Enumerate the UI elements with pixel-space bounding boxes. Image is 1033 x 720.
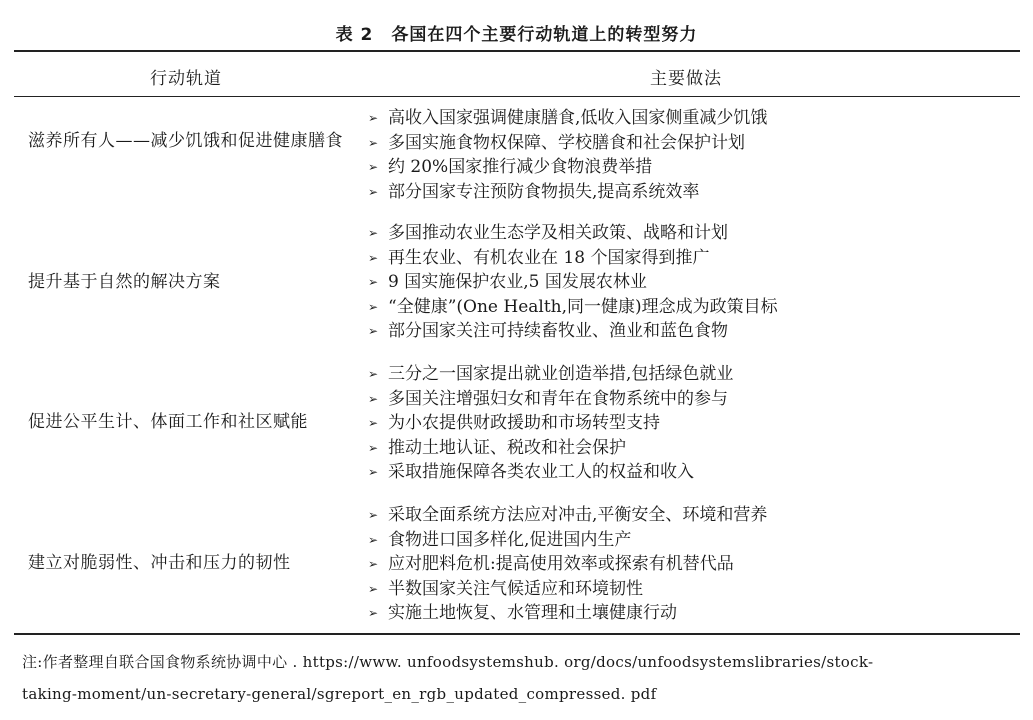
row-items-4 [368, 503, 1018, 626]
arrow-bullet-icon: ➢ [368, 184, 379, 199]
list-item: ➢ 推动土地认证、税改和社会保护 [368, 436, 1018, 461]
arrow-bullet-icon: ➢ [368, 606, 379, 620]
list-item: ➢ 再生农业、有机农业在 18 个国家得到推广 [368, 246, 1018, 271]
arrow-bullet-icon: ➢ [368, 532, 379, 547]
row-items-1 [368, 106, 1018, 204]
list-item: ➢ “全健康”(One Health,同一健康)理念成为政策目标 [368, 295, 1018, 320]
list-item: ➢ 多国推动农业生态学及相关政策、战略和计划 [368, 221, 1018, 246]
list-item: ➢ 应对肥料危机:提高使用效率或探索有机替代品 [368, 552, 1018, 577]
list-item: ➢ 高收入国家强调健康膳食,低收入国家侧重减少饥饿 [368, 106, 1018, 131]
arrow-bullet-icon: ➢ [368, 160, 379, 174]
list-item: ➢ 采取全面系统方法应对冲击,平衡安全、环境和营养 [368, 503, 1018, 528]
list-item: ➢ 采取措施保障各类农业工人的权益和收入 [368, 460, 1018, 485]
list-item: ➢ 为小农提供财政援助和市场转型支持 [368, 411, 1018, 436]
header-rule [14, 96, 1020, 97]
list-item: ➢ 三分之一国家提出就业创造举措,包括绿色就业 [368, 362, 1018, 387]
header-track: 行动轨道 [150, 69, 222, 89]
row-items-2 [368, 221, 1018, 344]
arrow-bullet-icon: ➢ [368, 581, 379, 596]
row-track-3: 促进公平生计、体面工作和社区赋能 [28, 412, 308, 432]
list-item: ➢ 部分国家关注可持续畜牧业、渔业和蓝色食物 [368, 319, 1018, 344]
source-note-line-1: 注:作者整理自联合国食物系统协调中心 . https://www. unfoodsystemshub. org/docs/unfoodsystemslibraries/stock- [22, 653, 874, 671]
table-title-text: 各国在四个主要行动轨道上的转型努力 [391, 25, 698, 45]
bottom-rule [14, 633, 1020, 635]
arrow-bullet-icon: ➢ [368, 250, 379, 265]
list-item: ➢ 9 国实施保护农业,5 国发展农林业 [368, 270, 1018, 295]
arrow-bullet-icon: ➢ [368, 324, 379, 338]
row-items-3 [368, 362, 1018, 485]
list-item: ➢ 食物进口国多样化,促进国内生产 [368, 528, 1018, 553]
table-title [0, 20, 1033, 45]
list-item: ➢ 半数国家关注气候适应和环境韧性 [368, 577, 1018, 602]
row-track-1: 滋养所有人——减少饥饿和促进健康膳食 [28, 131, 343, 151]
list-item: ➢ 约 20%国家推行减少食物浪费举措 [368, 155, 1018, 180]
list-item: ➢ 多国关注增强妇女和青年在食物系统中的参与 [368, 387, 1018, 412]
arrow-bullet-icon: ➢ [368, 275, 379, 289]
arrow-bullet-icon: ➢ [368, 135, 379, 150]
arrow-bullet-icon: ➢ [368, 557, 379, 571]
list-item: ➢ 实施土地恢复、水管理和土壤健康行动 [368, 601, 1018, 626]
arrow-bullet-icon: ➢ [368, 299, 379, 314]
arrow-bullet-icon: ➢ [368, 416, 379, 430]
row-track-4: 建立对脆弱性、冲击和压力的韧性 [28, 553, 291, 573]
header-practices: 主要做法 [650, 69, 722, 89]
list-item: ➢ 部分国家专注预防食物损失,提高系统效率 [368, 180, 1018, 205]
list-item: ➢ 多国实施食物权保障、学校膳食和社会保护计划 [368, 131, 1018, 156]
source-note-line-2: taking-moment/un-secretary-general/sgreport_en_rgb_updated_compressed. pdf [22, 685, 657, 703]
arrow-bullet-icon: ➢ [368, 440, 379, 455]
arrow-bullet-icon: ➢ [368, 111, 379, 125]
arrow-bullet-icon: ➢ [368, 465, 379, 479]
arrow-bullet-icon: ➢ [368, 367, 379, 381]
row-track-2: 提升基于自然的解决方案 [28, 272, 221, 292]
arrow-bullet-icon: ➢ [368, 508, 379, 522]
arrow-bullet-icon: ➢ [368, 391, 379, 406]
top-rule [14, 50, 1020, 52]
arrow-bullet-icon: ➢ [368, 226, 379, 240]
table-number: 表 2 [335, 25, 374, 45]
